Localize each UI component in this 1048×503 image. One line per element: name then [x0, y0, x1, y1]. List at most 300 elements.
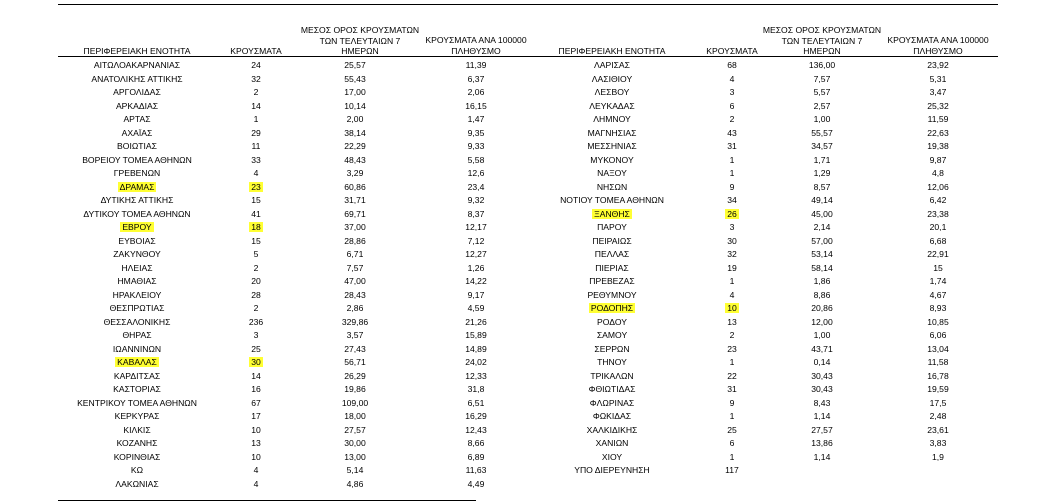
left-cell-avg7 [296, 383, 414, 397]
right-cell-avg7 [772, 59, 872, 73]
right-per100k-value: 10,85 [927, 316, 949, 327]
left-cell-cases [216, 302, 296, 316]
right-cell-avg7 [772, 410, 872, 424]
left-cell-region [58, 370, 216, 384]
right-cell-per100k [876, 437, 1000, 451]
right-cases-value: 31 [727, 384, 737, 394]
left-header-per100k [414, 35, 538, 56]
right-cell-avg7 [772, 73, 872, 87]
right-cell-avg7 [772, 167, 872, 181]
right-cell-per100k [876, 262, 1000, 276]
left-cell-region [58, 302, 216, 316]
left-cell-cases [216, 140, 296, 154]
table-row [58, 383, 998, 397]
left-region-value: ΑΡΓΟΛΙΔΑΣ [113, 87, 161, 97]
left-region-value: ΚΕΝΤΡΙΚΟΥ ΤΟΜΕΑ ΑΘΗΝΩΝ [77, 397, 197, 408]
right-per100k-value: 22,63 [927, 127, 949, 138]
left-cell-avg7 [296, 289, 414, 303]
right-cell-per100k [876, 464, 1000, 478]
table-row [58, 208, 998, 222]
right-cell-cases [692, 437, 772, 451]
left-per100k-value: 8,66 [467, 438, 485, 448]
right-cell-avg7 [772, 383, 872, 397]
right-avg7-value: 8,43 [813, 397, 831, 408]
right-per100k-value: 19,59 [927, 384, 949, 394]
left-cell-per100k [414, 194, 538, 208]
right-region-value: ΜΕΣΣΗΝΙΑΣ [587, 141, 637, 151]
left-cases-value: 24 [251, 60, 261, 70]
right-cell-avg7 [772, 302, 872, 316]
left-cell-per100k [414, 478, 538, 492]
left-cell-avg7 [296, 235, 414, 249]
right-per100k-value: 9,87 [929, 154, 947, 165]
right-cell-cases [692, 356, 772, 370]
left-cases-value: 11 [251, 141, 261, 151]
right-cell-per100k [876, 248, 1000, 262]
right-cell-per100k [876, 424, 1000, 438]
right-cell-per100k [876, 167, 1000, 181]
left-header-avg7-line1: ΜΕΣΟΣ ΟΡΟΣ ΚΡΟΥΣΜΑΤΩΝ [300, 25, 420, 35]
left-cases-value: 20 [251, 276, 261, 286]
left-cell-per100k [414, 329, 538, 343]
right-cases-value: 22 [727, 370, 737, 381]
left-cell-region [58, 437, 216, 451]
left-cases-value: 15 [251, 235, 261, 246]
right-cell-avg7 [772, 235, 872, 249]
left-cell-per100k [414, 383, 538, 397]
left-cell-region [58, 100, 216, 114]
right-cases-value: 3 [729, 222, 735, 232]
left-per100k-value: 1,26 [467, 262, 485, 273]
left-per100k-value: 16,29 [465, 411, 487, 421]
left-avg7-value: 13,00 [344, 451, 366, 462]
table-row [58, 424, 998, 438]
left-cases-value: 4 [253, 478, 259, 489]
left-cell-avg7 [296, 356, 414, 370]
right-cases-value: 4 [729, 73, 735, 84]
right-cell-region [532, 343, 692, 357]
left-region-value: ΔΥΤΙΚΟΥ ΤΟΜΕΑ ΑΘΗΝΩΝ [83, 208, 191, 219]
left-avg7-value: 3,29 [346, 168, 364, 178]
left-cell-cases [216, 437, 296, 451]
right-region-value: ΤΗΝΟΥ [597, 357, 627, 367]
right-cases-value: 43 [727, 127, 737, 138]
left-per100k-value: 12,17 [465, 222, 487, 232]
right-region-value: ΤΡΙΚΑΛΩΝ [590, 370, 634, 381]
right-cell-region [532, 410, 692, 424]
left-cell-cases [216, 356, 296, 370]
right-avg7-value: 2,57 [813, 100, 831, 111]
right-header-avg7-line1: ΜΕΣΟΣ ΟΡΟΣ ΚΡΟΥΣΜΑΤΩΝ [762, 25, 882, 35]
right-avg7-value: 1,29 [813, 168, 831, 178]
left-per100k-value: 6,89 [467, 451, 485, 462]
left-cell-per100k [414, 410, 538, 424]
right-cell-avg7 [772, 127, 872, 141]
left-avg7-value: 10,14 [344, 100, 366, 111]
left-cell-cases [216, 451, 296, 465]
left-cell-cases [216, 235, 296, 249]
right-cases-value: 3 [729, 87, 735, 97]
right-cell-cases [692, 262, 772, 276]
right-cell-avg7 [772, 356, 872, 370]
right-cell-region [532, 397, 692, 411]
left-cell-per100k [414, 451, 538, 465]
right-cases-value: 34 [727, 195, 737, 205]
right-avg7-value: 1,14 [813, 411, 831, 421]
left-cases-value: 18 [251, 222, 261, 232]
header-border [58, 56, 998, 57]
left-per100k-value: 15,89 [465, 330, 487, 340]
left-region-value: ΚΑΡΔΙΤΣΑΣ [113, 370, 161, 381]
right-cell-region [532, 73, 692, 87]
right-cell-cases [692, 302, 772, 316]
left-cell-region [58, 451, 216, 465]
table-row [58, 235, 998, 249]
right-cases-value: 6 [729, 100, 735, 111]
left-avg7-value: 4,86 [346, 478, 364, 489]
covid-cases-table [58, 4, 998, 500]
left-avg7-value: 28,43 [344, 289, 366, 300]
left-cell-avg7 [296, 154, 414, 168]
left-cell-per100k [414, 289, 538, 303]
right-cell-per100k [876, 316, 1000, 330]
left-avg7-value: 18,00 [344, 411, 366, 421]
left-cases-value: 14 [251, 100, 261, 111]
left-region-value: ΗΡΑΚΛΕΙΟΥ [112, 289, 162, 300]
left-cell-avg7 [296, 316, 414, 330]
table-header [58, 18, 998, 58]
left-cell-per100k [414, 316, 538, 330]
right-per100k-value: 15 [933, 262, 943, 273]
right-cell-cases [692, 100, 772, 114]
left-cell-cases [216, 424, 296, 438]
right-cases-value: 1 [729, 276, 735, 286]
right-cell-region [532, 113, 692, 127]
right-cases-value: 26 [727, 208, 737, 219]
left-cell-cases [216, 73, 296, 87]
left-cell-avg7 [296, 275, 414, 289]
left-avg7-value: 56,71 [344, 357, 366, 367]
left-per100k-value: 23,4 [467, 181, 485, 192]
right-avg7-value: 1,00 [813, 114, 831, 124]
right-avg7-value: 136,00 [808, 60, 836, 70]
right-cell-avg7 [772, 113, 872, 127]
right-cell-cases [692, 451, 772, 465]
right-cell-cases [692, 383, 772, 397]
table-row [58, 370, 998, 384]
right-per100k-value: 11,59 [927, 114, 949, 124]
left-cell-cases [216, 208, 296, 222]
right-cell-per100k [876, 127, 1000, 141]
left-cell-region [58, 221, 216, 235]
left-cell-per100k [414, 221, 538, 235]
table-row [58, 275, 998, 289]
right-region-value: ΝΑΞΟΥ [597, 168, 627, 178]
right-region-value: ΣΕΡΡΩΝ [594, 343, 630, 354]
right-cell-avg7 [772, 289, 872, 303]
left-cell-region [58, 329, 216, 343]
right-avg7-value: 53,14 [811, 249, 833, 259]
left-cell-region [58, 248, 216, 262]
left-cell-avg7 [296, 478, 414, 492]
left-cell-region [58, 140, 216, 154]
left-region-value: ΒΟΙΩΤΙΑΣ [117, 141, 157, 151]
right-cell-region [532, 100, 692, 114]
right-per100k-value: 16,78 [927, 370, 949, 381]
right-avg7-value: 1,14 [813, 451, 831, 462]
left-header-cases: ΚΡΟΥΣΜΑΤΑ [230, 46, 282, 56]
right-region-value: ΠΕΙΡΑΙΩΣ [592, 235, 632, 246]
left-cell-per100k [414, 235, 538, 249]
left-header-avg7-line2: ΤΩΝ ΤΕΛΕΥΤΑΙΩΝ 7 [319, 35, 401, 46]
right-cell-per100k [876, 221, 1000, 235]
right-avg7-value: 8,86 [813, 289, 831, 300]
right-cell-per100k [876, 194, 1000, 208]
left-region-value: ΔΥΤΙΚΗΣ ΑΤΤΙΚΗΣ [100, 195, 174, 205]
left-cell-region [58, 464, 216, 478]
left-cell-region [58, 154, 216, 168]
right-cell-region [532, 424, 692, 438]
right-cases-value: 10 [727, 303, 737, 313]
right-per100k-value: 6,06 [929, 330, 947, 340]
left-cell-region [58, 262, 216, 276]
left-cell-avg7 [296, 302, 414, 316]
left-cell-region [58, 410, 216, 424]
left-avg7-value: 26,29 [344, 370, 366, 381]
bottom-border [58, 500, 476, 501]
left-cell-avg7 [296, 410, 414, 424]
right-cell-avg7 [772, 140, 872, 154]
right-region-value: ΠΡΕΒΕΖΑΣ [589, 276, 635, 286]
right-region-value: ΛΗΜΝΟΥ [593, 114, 631, 124]
left-avg7-value: 17,00 [344, 87, 366, 97]
right-region-value: ΦΩΚΙΔΑΣ [592, 411, 632, 421]
left-cell-avg7 [296, 397, 414, 411]
left-cell-per100k [414, 86, 538, 100]
left-cell-cases [216, 248, 296, 262]
left-cell-per100k [414, 464, 538, 478]
right-avg7-value: 55,57 [811, 127, 833, 138]
left-cell-per100k [414, 262, 538, 276]
left-cell-per100k [414, 275, 538, 289]
right-per100k-value: 23,61 [927, 424, 949, 435]
right-cell-region [532, 194, 692, 208]
left-cell-avg7 [296, 451, 414, 465]
right-cases-value: 1 [729, 168, 735, 178]
right-cell-cases [692, 221, 772, 235]
right-cell-per100k [876, 451, 1000, 465]
left-cell-cases [216, 464, 296, 478]
left-region-value: ΑΡΤΑΣ [123, 114, 151, 124]
left-region-value: ΚΕΡΚΥΡΑΣ [114, 411, 160, 421]
left-header-per100k-line2: ΠΛΗΘΥΣΜΟ [451, 45, 501, 56]
right-cell-region [532, 248, 692, 262]
right-cell-region [532, 167, 692, 181]
left-cases-value: 10 [251, 451, 261, 462]
right-cell-cases [692, 329, 772, 343]
right-cell-region [532, 208, 692, 222]
right-per100k-value: 3,83 [929, 438, 947, 448]
left-per100k-value: 14,22 [465, 276, 487, 286]
left-cell-cases [216, 194, 296, 208]
right-region-value: ΦΘΙΩΤΙΔΑΣ [588, 384, 636, 394]
left-cases-value: 236 [248, 316, 264, 327]
left-avg7-value: 55,43 [344, 73, 366, 84]
right-per100k-value: 23,38 [927, 208, 949, 219]
right-header-per100k [876, 35, 1000, 56]
right-cases-value: 1 [729, 451, 735, 462]
right-cell-avg7 [772, 181, 872, 195]
left-cell-region [58, 316, 216, 330]
right-per100k-value: 5,31 [929, 73, 947, 84]
right-cell-cases [692, 316, 772, 330]
left-cell-avg7 [296, 73, 414, 87]
right-region-value: ΛΕΣΒΟΥ [594, 87, 630, 97]
left-cell-cases [216, 289, 296, 303]
table-row [58, 464, 998, 478]
right-cell-cases [692, 397, 772, 411]
right-cell-per100k [876, 410, 1000, 424]
right-per100k-value: 19,38 [927, 141, 949, 151]
right-cell-cases [692, 275, 772, 289]
right-cell-region [532, 181, 692, 195]
left-region-value: ΗΜΑΘΙΑΣ [117, 276, 157, 286]
table-row [58, 289, 998, 303]
left-cases-value: 25 [251, 343, 261, 354]
right-cell-region [532, 127, 692, 141]
left-cell-per100k [414, 154, 538, 168]
right-cell-per100k [876, 370, 1000, 384]
right-cell-avg7 [772, 275, 872, 289]
left-cases-value: 41 [251, 208, 261, 219]
left-cases-value: 4 [253, 168, 259, 178]
right-cell-cases [692, 194, 772, 208]
right-header-cases: ΚΡΟΥΣΜΑΤΑ [706, 46, 758, 56]
right-avg7-value: 0,14 [813, 357, 831, 367]
right-cases-value: 30 [727, 235, 737, 246]
left-region-value: ΑΧΑΪΑΣ [121, 127, 153, 138]
right-region-value: ΠΙΕΡΙΑΣ [595, 262, 629, 273]
left-per100k-value: 1,47 [467, 114, 485, 124]
left-cell-cases [216, 329, 296, 343]
left-cell-per100k [414, 437, 538, 451]
right-cell-cases [692, 464, 772, 478]
right-cell-cases [692, 208, 772, 222]
left-cell-cases [216, 167, 296, 181]
left-per100k-value: 31,8 [467, 384, 485, 394]
left-per100k-value: 4,49 [467, 478, 485, 489]
right-region-value: ΠΑΡΟΥ [597, 222, 627, 232]
left-cases-value: 2 [253, 303, 259, 313]
right-per100k-value: 13,04 [927, 343, 949, 354]
left-per100k-value: 2,06 [467, 87, 485, 97]
left-per100k-value: 9,35 [467, 127, 485, 138]
right-per100k-value: 4,8 [932, 168, 944, 178]
right-cell-cases [692, 343, 772, 357]
table-body [58, 59, 998, 491]
left-region-value: ΑΙΤΩΛΟΑΚΑΡΝΑΝΙΑΣ [93, 60, 181, 70]
left-per100k-value: 7,12 [467, 235, 485, 246]
right-cell-region [532, 140, 692, 154]
left-cases-value: 67 [251, 397, 261, 408]
right-cell-avg7 [772, 262, 872, 276]
right-cell-region [532, 451, 692, 465]
left-cases-value: 2 [253, 87, 259, 97]
table-row [58, 59, 998, 73]
left-avg7-value: 109,00 [341, 397, 369, 408]
right-avg7-value: 49,14 [811, 195, 833, 205]
left-cell-region [58, 73, 216, 87]
right-per100k-value: 3,47 [929, 87, 947, 97]
left-cell-region [58, 383, 216, 397]
left-cases-value: 1 [253, 114, 259, 124]
right-cases-value: 1 [729, 411, 735, 421]
left-per100k-value: 5,58 [467, 154, 485, 165]
left-cell-region [58, 208, 216, 222]
right-cell-avg7 [772, 221, 872, 235]
table-row [58, 410, 998, 424]
right-cell-region [532, 316, 692, 330]
right-region-value: ΧΑΛΚΙΔΙΚΗΣ [586, 424, 638, 435]
right-cell-cases [692, 248, 772, 262]
right-avg7-value: 1,86 [813, 276, 831, 286]
left-cell-per100k [414, 100, 538, 114]
right-cell-cases [692, 181, 772, 195]
left-cases-value: 2 [253, 262, 259, 273]
left-cell-region [58, 181, 216, 195]
left-cell-region [58, 478, 216, 492]
table-row [58, 356, 998, 370]
left-cell-region [58, 59, 216, 73]
left-cell-cases [216, 86, 296, 100]
left-cell-cases [216, 410, 296, 424]
right-cell-region [532, 221, 692, 235]
right-cell-cases [692, 289, 772, 303]
left-cell-avg7 [296, 113, 414, 127]
right-cell-per100k [876, 181, 1000, 195]
left-per100k-value: 11,39 [465, 60, 487, 70]
right-region-value: ΛΕΥΚΑΔΑΣ [589, 100, 635, 111]
table-row [58, 154, 998, 168]
right-avg7-value: 20,86 [811, 303, 833, 313]
right-cases-value: 9 [729, 181, 735, 192]
right-per100k-value: 1,9 [932, 451, 944, 462]
right-per100k-value: 6,68 [929, 235, 947, 246]
table-row [58, 73, 998, 87]
right-cell-avg7 [772, 451, 872, 465]
right-cell-region [532, 154, 692, 168]
right-cell-per100k [876, 383, 1000, 397]
right-region-value: ΡΕΘΥΜΝΟΥ [587, 289, 637, 300]
right-per100k-value: 11,58 [927, 357, 949, 367]
left-per100k-value: 9,17 [467, 289, 485, 300]
right-cell-avg7 [772, 248, 872, 262]
right-cell-cases [692, 154, 772, 168]
table-row [58, 221, 998, 235]
left-cases-value: 30 [251, 357, 261, 367]
left-cases-value: 3 [253, 330, 259, 340]
right-cases-value: 31 [727, 141, 737, 151]
left-region-value: ΗΛΕΙΑΣ [121, 262, 153, 273]
left-avg7-value: 2,00 [346, 114, 364, 124]
right-cell-region [532, 383, 692, 397]
right-cell-avg7 [772, 424, 872, 438]
right-cell-per100k [876, 356, 1000, 370]
right-cell-avg7 [772, 194, 872, 208]
right-cell-avg7 [772, 343, 872, 357]
left-cell-region [58, 86, 216, 100]
right-cell-per100k [876, 59, 1000, 73]
